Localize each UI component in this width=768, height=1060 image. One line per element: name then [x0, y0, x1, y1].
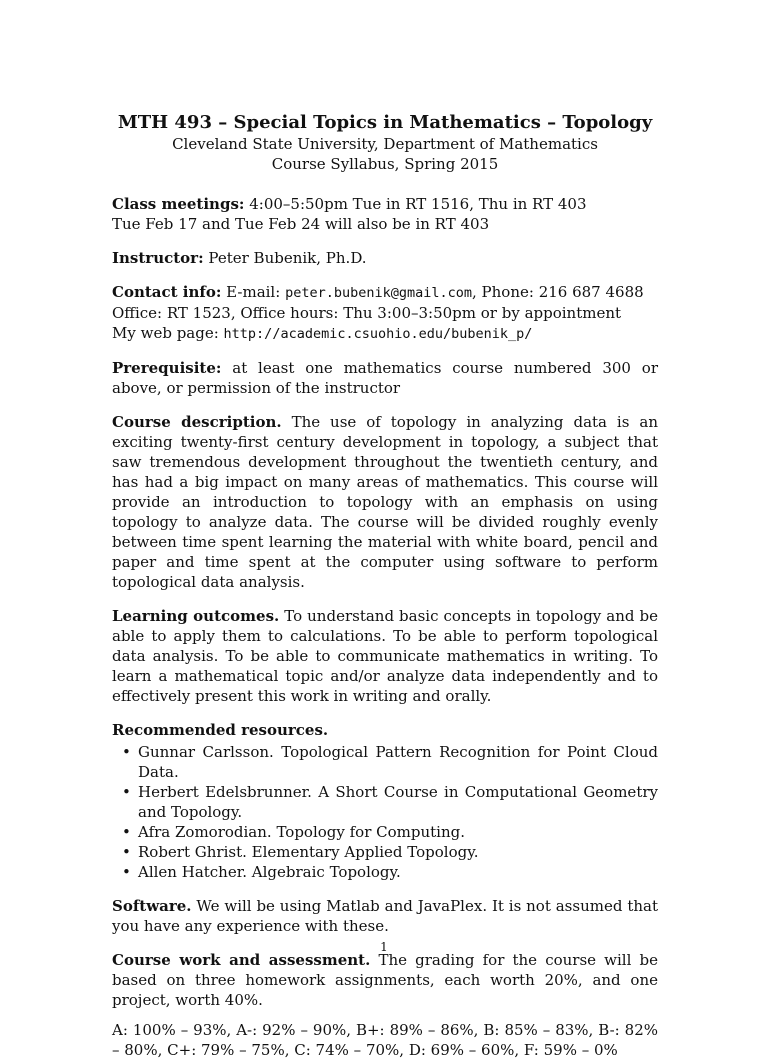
software-label: Software.	[112, 897, 192, 915]
list-item: • Herbert Edelsbrunner. A Short Course in Computational Geometry and Topology.	[122, 783, 658, 821]
prerequisite-text: at least one mathematics course numbered 300 or above, or permission of the instructor	[112, 359, 658, 397]
coursework-section	[112, 950, 658, 1010]
bullet-icon: •	[122, 823, 131, 841]
class-meetings-time: 4:00–5:50pm Tue in RT 1516, Thu in RT 403	[249, 195, 587, 213]
bullet-icon: •	[122, 863, 131, 881]
email-address[interactable]: peter.bubenik@gmail.com	[285, 285, 473, 301]
resources-section	[112, 720, 658, 882]
prerequisite-section	[112, 358, 658, 398]
outcomes-text: To understand basic concepts in topology and be able to apply them to calculations. To be able to perform topological data analysis. To be able to communicate mathematics in writing. To learn a mathematical topic and/or analyze data independently and to effectively present this work in writing and orally.	[112, 607, 658, 705]
university-line: Cleveland State University, Department of Mathematics	[172, 135, 598, 153]
web-page-link[interactable]: http://academic.csuohio.edu/bubenik_p/	[223, 326, 533, 342]
list-item: • Afra Zomorodian. Topology for Computing.	[122, 823, 465, 841]
web-prefix: My web page:	[112, 324, 219, 342]
syllabus-line: Course Syllabus, Spring 2015	[271, 155, 499, 173]
bullet-icon: •	[122, 743, 131, 761]
instructor-name: Peter Bubenik, Ph.D.	[208, 249, 367, 267]
outcomes-section	[112, 606, 658, 706]
instructor-label: Instructor:	[112, 249, 204, 267]
class-meetings-section	[112, 194, 658, 234]
page-content	[112, 112, 658, 1060]
software-section	[112, 896, 658, 936]
list-item: • Allen Hatcher. Algebraic Topology.	[122, 863, 401, 881]
instructor-section	[112, 248, 658, 268]
resources-label: Recommended resources.	[112, 721, 329, 739]
resources-list	[112, 742, 658, 882]
course-title: MTH 493 – Special Topics in Mathematics – Topology	[117, 112, 653, 133]
contact-label: Contact info:	[112, 283, 222, 301]
email-prefix: E-mail:	[226, 283, 281, 301]
description-label: Course description.	[112, 413, 282, 431]
coursework-text: The grading for the course will be based on three homework assignments, each worth 20%, and one project, worth 40%.	[112, 951, 658, 1009]
class-meetings-note: Tue Feb 17 and Tue Feb 24 will also be in RT 403	[112, 215, 490, 233]
description-section	[112, 412, 658, 592]
list-item: • Gunnar Carlsson. Topological Pattern Recognition for Point Cloud Data.	[122, 743, 658, 781]
list-item: • Robert Ghrist. Elementary Applied Topology.	[122, 843, 479, 861]
page-number: 1	[380, 940, 388, 954]
office-info: Office: RT 1523, Office hours: Thu 3:00–3:50pm or by appointment	[112, 304, 622, 322]
prerequisite-label: Prerequisite:	[112, 359, 222, 377]
phone-number: , Phone: 216 687 4688	[472, 283, 644, 301]
description-text: The use of topology in analyzing data is an exciting twenty-first century development in topology, a subject that saw tremendous development throughout the twentieth century, and has had a big impact on many areas of mathematics. This course will provide an introduction to topology with an emphasis on using topology to analyze data. The course will be divided roughly evenly between time spent learning the material with white board, pencil and paper and time spent at the computer using software to perform topological data analysis.	[112, 413, 658, 591]
grade-scale: A: 100% – 93%, A-: 92% – 90%, B+: 89% – 86%, B: 85% – 83%, B-: 82% – 80%, C+: 79% – 75%, C: 74% – 70%, D: 69% – 60%, F: 59% – 0%	[112, 1021, 658, 1059]
class-meetings-label: Class meetings:	[112, 195, 245, 213]
contact-section	[112, 282, 658, 344]
software-text: We will be using Matlab and JavaPlex. It is not assumed that you have any experience with these.	[112, 897, 658, 935]
coursework-label: Course work and assessment.	[112, 951, 371, 969]
bullet-icon: •	[122, 843, 131, 861]
grades-section	[112, 1020, 658, 1060]
bullet-icon: •	[122, 783, 131, 801]
outcomes-label: Learning outcomes.	[112, 607, 280, 625]
